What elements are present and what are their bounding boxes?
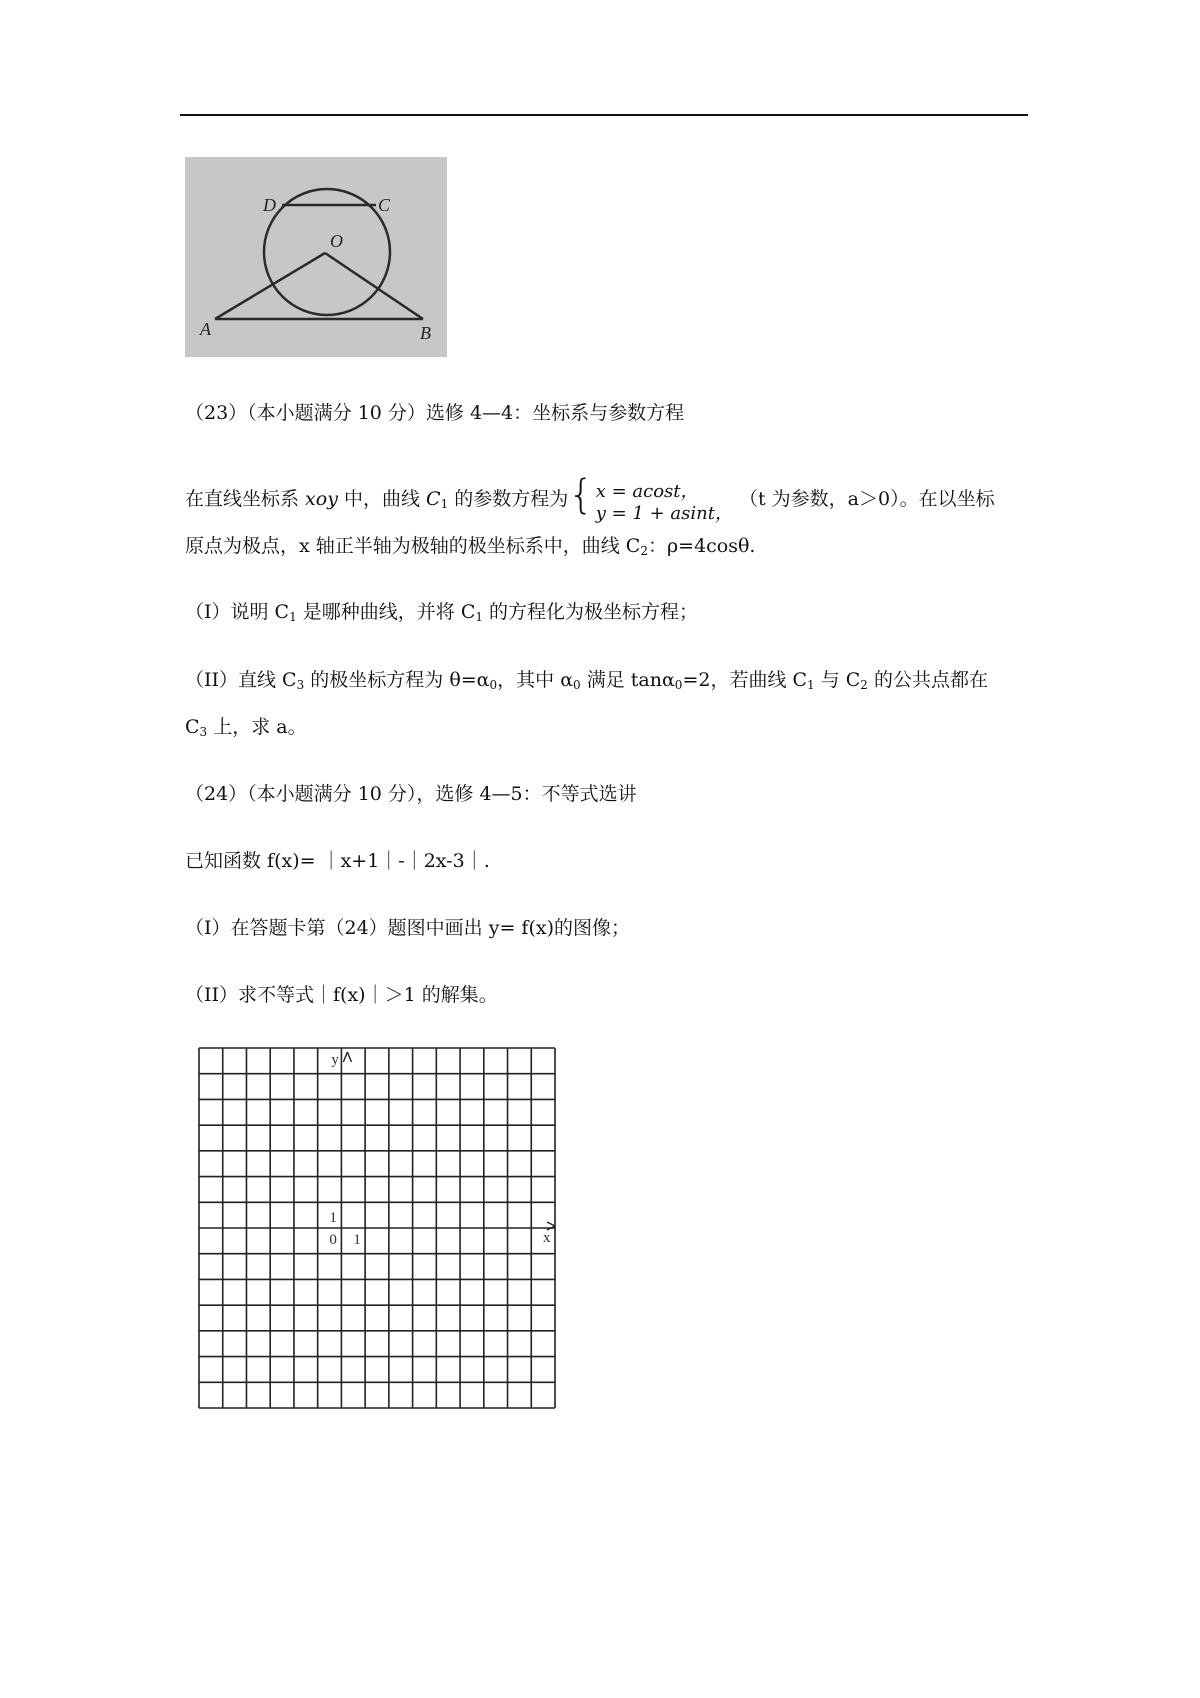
q23-intro-b: 中，曲线 [337,488,427,510]
q23-part2-g: 的公共点都在 [867,669,988,691]
q23-part2-a: （II）直线 C [185,669,297,691]
label-c: C [378,195,391,215]
q23-part1 [185,600,698,629]
q23-part2-sub3: 0 [573,678,581,692]
header-rule [180,114,1028,116]
q23-part2-b: 的极坐标方程为 θ=α [304,669,490,691]
q23-part2-sub6: 2 [860,678,868,692]
q23-line2-end: ：ρ=4cosθ. [647,535,756,557]
q24-title: （24）（本小题满分 10 分），选修 4—5：不等式选讲 [185,783,637,805]
circle-triangle-diagram [185,157,447,357]
q23-line2-sub: 2 [640,544,648,558]
q23-part1-sub2: 1 [475,610,483,624]
q24-part1: （I）在答题卡第（24）题图中画出 y= f(x)的图像； [185,917,630,939]
q23-title: （23）（本小题满分 10 分）选修 4—4：坐标系与参数方程 [185,402,685,424]
q23-part2-sub5: 1 [807,678,815,692]
q23-part2b-sub: 3 [199,725,208,739]
label-d: D [263,195,276,215]
q23-part2-sub2: 0 [489,678,498,692]
x-axis-label: x [543,1230,551,1246]
y-axis-arrow-right [347,1052,351,1062]
q23-intro [185,472,995,525]
x-unit-label: 1 [353,1232,361,1248]
q23-part2-cont [185,715,307,744]
answer-grid [198,1047,556,1409]
q23-part1-c: 的方程化为极坐标方程； [483,601,699,623]
q23-part1-a: （I）说明 C [185,601,290,623]
q23-part2-f: 与 C [814,669,861,691]
q23-line2-text: 原点为极点，x 轴正半轴为极轴的极坐标系中，曲线 C [185,535,641,557]
geometry-figure-photo [185,157,447,357]
origin-label: 0 [329,1232,337,1248]
q23-part2b-b: 上，求 a。 [207,716,307,738]
q23-intro-c-sub: 1 [440,497,449,511]
coordinate-grid [198,1047,556,1409]
y-axis-arrow-left [343,1052,347,1062]
q23-intro-c: C [426,488,441,510]
eq-line-2: y = 1 + asint， [595,503,733,524]
q23-part1-sub1: 1 [289,610,297,624]
q23-intro-d: 的参数方程为 [448,488,569,510]
q23-line2 [185,534,755,563]
q23-part2 [185,668,988,697]
q23-part2b-a: C [185,716,200,738]
y-unit-label: 1 [329,1210,337,1226]
q23-intro-a: 在直线坐标系 [185,488,306,510]
x-axis-arrow-top [547,1222,555,1226]
q23-intro-xoy: xoy [305,488,338,510]
parametric-system [568,472,733,525]
q23-part2-sub4: 0 [674,678,683,692]
q23-part2-c: ，其中 α [497,669,574,691]
q24-function: 已知函数 f(x)= ｜x+1｜-｜2x-3｜. [185,850,490,872]
q23-part2-d: 满足 tanα [580,669,675,691]
q23-intro-e: （t 为参数，a＞0）。在以坐标 [739,488,995,510]
y-axis-label: y [331,1052,339,1068]
eq-line-1: x = acost， [595,481,699,502]
label-a: A [200,319,211,339]
q23-part2-e: =2，若曲线 C [682,669,808,691]
q24-part2: （II）求不等式｜f(x)｜＞1 的解集。 [185,984,498,1006]
q23-part1-b: 是哪种曲线，并将 C [296,601,476,623]
brace-icon: { [568,472,594,518]
label-b: B [420,323,431,343]
q23-part2-sub1: 3 [296,678,305,692]
label-o: O [330,231,343,251]
